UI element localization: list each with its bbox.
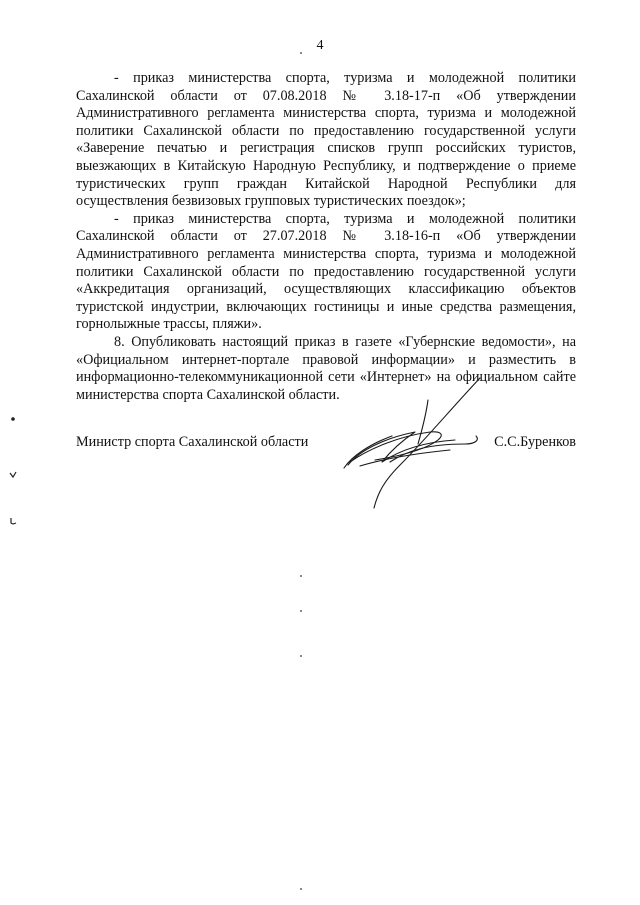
scan-artifact-dot xyxy=(300,52,302,54)
scan-artifact-dot xyxy=(300,888,302,890)
page-number: 4 xyxy=(316,38,324,53)
signature-block xyxy=(76,434,576,454)
signatory-position: Министр спорта Сахалинской области xyxy=(76,434,309,450)
margin-check-mark xyxy=(8,470,18,480)
paragraph-publication-item-8: 8. Опубликовать настоящий приказ в газете «Губернские ведомости», на «Официальном интернет-портале правовой информации» и разместить в информационно-телекоммуникационной сети «Интернет» на официальном сайте министерства спорта Сахалинской области. xyxy=(76,333,576,403)
paragraph-order-07-08-2018: - приказ министерства спорта, туризма и молодежной политики Сахалинской области от 07.08.2018 № 3.18-17-п «Об утверждении Административного регламента министерства спорта, туризма и молодежной политики Сахалинской области по предоставлению государственной услуги «Заверение печатью и регистрация списков групп российских туристов, выезжающих в Китайскую Народную Республику, и подтверждение о приеме туристических групп граждан Китайской Народной Республики для осуществления безвизовых групповых туристических поездок»; xyxy=(76,70,576,210)
body-text xyxy=(76,70,576,404)
paragraph-order-27-07-2018: - приказ министерства спорта, туризма и молодежной политики Сахалинской области от 27.07.2018 № 3.18-16-п «Об утверждении Административного регламента министерства спорта, туризма и молодежной политики Сахалинской области по предоставлению государственной услуги «Аккредитация организаций, осуществляющих классификацию объектов туристской индустрии, включающих гостиницы и иные средства размещения, горнолыжные трассы, пляжи». xyxy=(76,210,576,333)
scan-artifact-dot xyxy=(300,655,302,657)
scan-artifact-dot xyxy=(300,610,302,612)
signatory-name: С.С.Буренков xyxy=(494,434,576,450)
scan-artifact-dot xyxy=(300,575,302,577)
margin-dot-mark xyxy=(8,414,18,424)
margin-hook-mark xyxy=(8,516,18,526)
